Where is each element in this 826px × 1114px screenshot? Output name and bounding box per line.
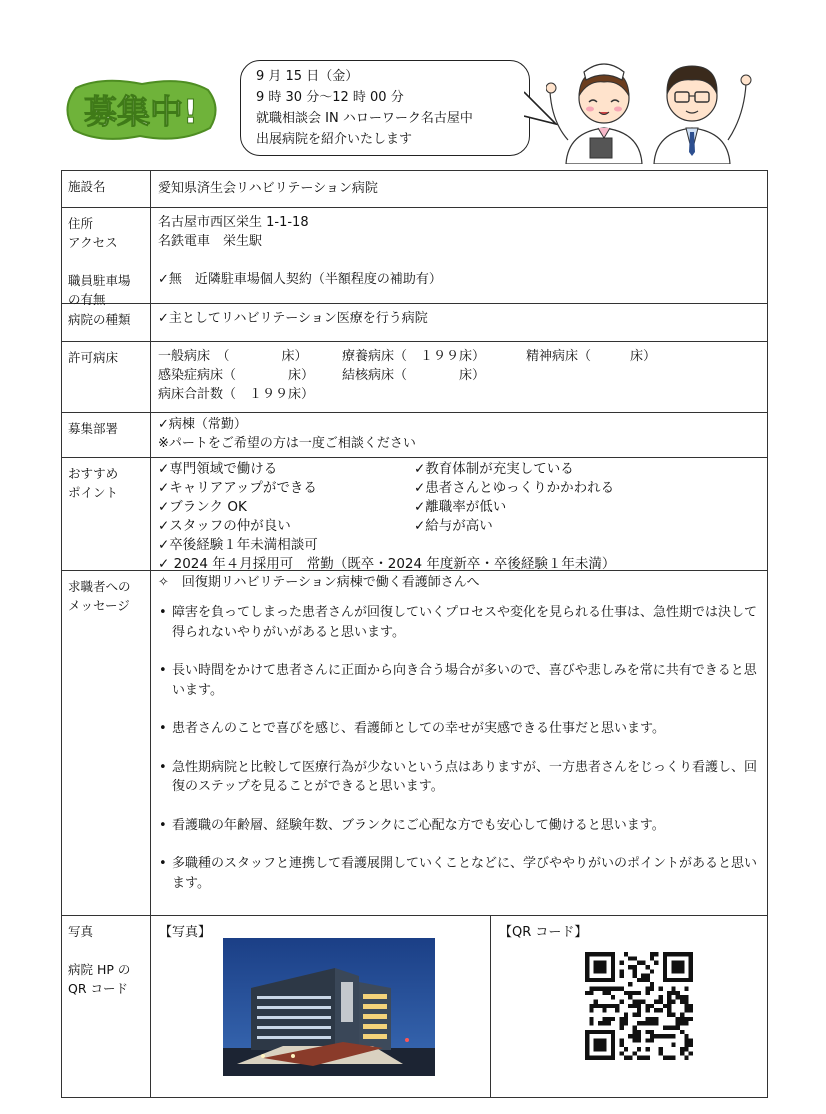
message-value-cell — [151, 571, 767, 915]
point-item: ✓ブランク OK — [158, 499, 247, 515]
address-label-cell — [62, 208, 151, 307]
point-item: ✓専門領域で働ける — [158, 461, 278, 477]
nurse-icon — [546, 64, 642, 164]
photo-label: 写真 — [68, 924, 94, 939]
nurse-doctor-illustration — [546, 52, 756, 164]
tuberculosis-beds: 結核病床（ 床） — [342, 368, 486, 383]
recruiting-badge-graphic — [62, 78, 220, 142]
point-item: ✓キャリアアップができる — [158, 480, 317, 496]
photo-label-cell — [62, 916, 151, 1097]
points-value-cell — [151, 458, 767, 570]
address-value-cell — [151, 208, 767, 303]
point-item: ✓患者さんとゆっくりかかわれる — [414, 480, 615, 496]
point-extra-1: ✓卒後経験１年未満相談可 — [158, 537, 318, 553]
photo-caption: 【写真】 — [159, 925, 212, 940]
points-label-2: ポイント — [68, 485, 119, 500]
parking-text: ✓無 近隣駐車場個人契約（半額程度の補助有） — [158, 272, 442, 287]
point-item: ✓スタッフの仲が良い — [158, 518, 291, 534]
row-facility — [62, 171, 767, 208]
point-pair — [158, 498, 767, 517]
points-label-1: おすすめ — [68, 466, 119, 481]
job-info-table — [61, 170, 768, 1098]
row-message — [62, 571, 767, 916]
department-value-cell — [151, 413, 767, 457]
department-label: 募集部署 — [62, 413, 151, 457]
message-item: • 看護職の年齢層、経験年数、ブランクにご心配な方でも安心して働けると思います。 — [158, 816, 762, 836]
infectious-beds: 感染症病床（ 床） — [158, 368, 315, 383]
beds-row-2 — [158, 366, 767, 385]
hospital-type-value: ✓主としてリハビリテーション医療を行う病院 — [158, 311, 428, 326]
beds-value-cell — [151, 342, 767, 412]
facility-label: 施設名 — [62, 171, 151, 207]
hospital-building-photo — [223, 938, 435, 1076]
qr-caption: 【QR コード】 — [499, 925, 588, 940]
point-pair — [158, 460, 767, 479]
point-pair — [158, 517, 767, 536]
psychiatric-beds: 精神病床（ 床） — [526, 349, 657, 364]
point-pair — [158, 479, 767, 498]
event-title: 就職相談会 IN ハローワーク名古屋中 — [256, 111, 473, 126]
qr-cell — [491, 916, 767, 1097]
facility-name: 愛知県済生会リハビリテーション病院 — [158, 181, 378, 196]
message-heading: ✧ 回復期リハビリテーション病棟で働く看護師さんへ — [158, 575, 480, 590]
row-beds — [62, 342, 767, 413]
access-text: 名鉄電車 栄生駅 — [158, 234, 263, 249]
total-beds: 病床合計数（ １９９床） — [158, 387, 315, 402]
row-points — [62, 458, 767, 571]
message-label-cell — [62, 571, 151, 915]
parking-label-1: 職員駐車場 — [68, 273, 131, 288]
beds-label: 許可病床 — [62, 342, 151, 412]
recruiting-badge-text: 募集中! — [83, 92, 199, 131]
event-info — [256, 66, 473, 150]
message-item: • 急性期病院と比較して医療行為が少ないという点はありますが、一方患者さんをじっくり看護し、回復のステップを見ることができると思います。 — [158, 758, 762, 797]
care-beds: 療養病床（ １９９床） — [342, 349, 486, 364]
access-label: アクセス — [68, 235, 118, 250]
row-hospital-type — [62, 304, 767, 342]
address-text: 名古屋市西区栄生 1-1-18 — [158, 215, 309, 230]
department-line-2: ※パートをご希望の方は一度ご相談ください — [158, 436, 416, 451]
photo-cell — [151, 916, 491, 1097]
message-label-2: メッセージ — [68, 598, 130, 613]
event-date: 9 月 15 日（金） — [256, 69, 359, 84]
points-label-cell — [62, 458, 151, 570]
event-time: 9 時 30 分～12 時 00 分 — [256, 90, 404, 105]
point-item: ✓教育体制が充実している — [414, 461, 574, 477]
parking-label-2: の有無 — [68, 292, 106, 307]
point-extra-2: ✓ 2024 年４月採用可 常勤（既卒・2024 年度新卒・卒後経験１年未満） — [158, 556, 616, 572]
message-item: • 長い時間をかけて患者さんに正面から向き合う場合が多いので、喜びや悲しみを常に共有できると思います。 — [158, 661, 762, 700]
message-label-1: 求職者への — [68, 579, 131, 594]
row-photo — [62, 916, 767, 1097]
doctor-icon — [654, 66, 751, 164]
message-item: • 患者さんのことで喜びを感じ、看護師としての幸せが実感できる仕事だと思います。 — [158, 719, 762, 739]
point-item: ✓離職率が低い — [414, 499, 507, 515]
recruiting-badge — [62, 78, 220, 142]
hospital-type-label: 病院の種類 — [62, 304, 151, 341]
beds-row-1 — [158, 347, 767, 366]
row-address — [62, 208, 767, 307]
message-item: • 多職種のスタッフと連携して看護展開していくことなどに、学びややりがいのポイントがあると思います。 — [158, 854, 762, 893]
qr-code-icon[interactable] — [585, 952, 693, 1060]
address-label: 住所 — [68, 216, 94, 231]
message-item: • 障害を負ってしまった患者さんが回復していくプロセスや変化を見られる仕事は、急性期では決して得られないやりがいがあると思います。 — [158, 603, 762, 642]
hp-qr-label-1: 病院 HP の — [68, 962, 131, 977]
point-item: ✓給与が高い — [414, 518, 493, 534]
event-note: 出展病院を紹介いたします — [256, 132, 413, 147]
hp-qr-label-2: QR コード — [68, 981, 128, 996]
general-beds: 一般病床 （ 床） — [158, 349, 308, 364]
row-department — [62, 413, 767, 458]
department-line-1: ✓病棟（常勤） — [158, 417, 247, 432]
